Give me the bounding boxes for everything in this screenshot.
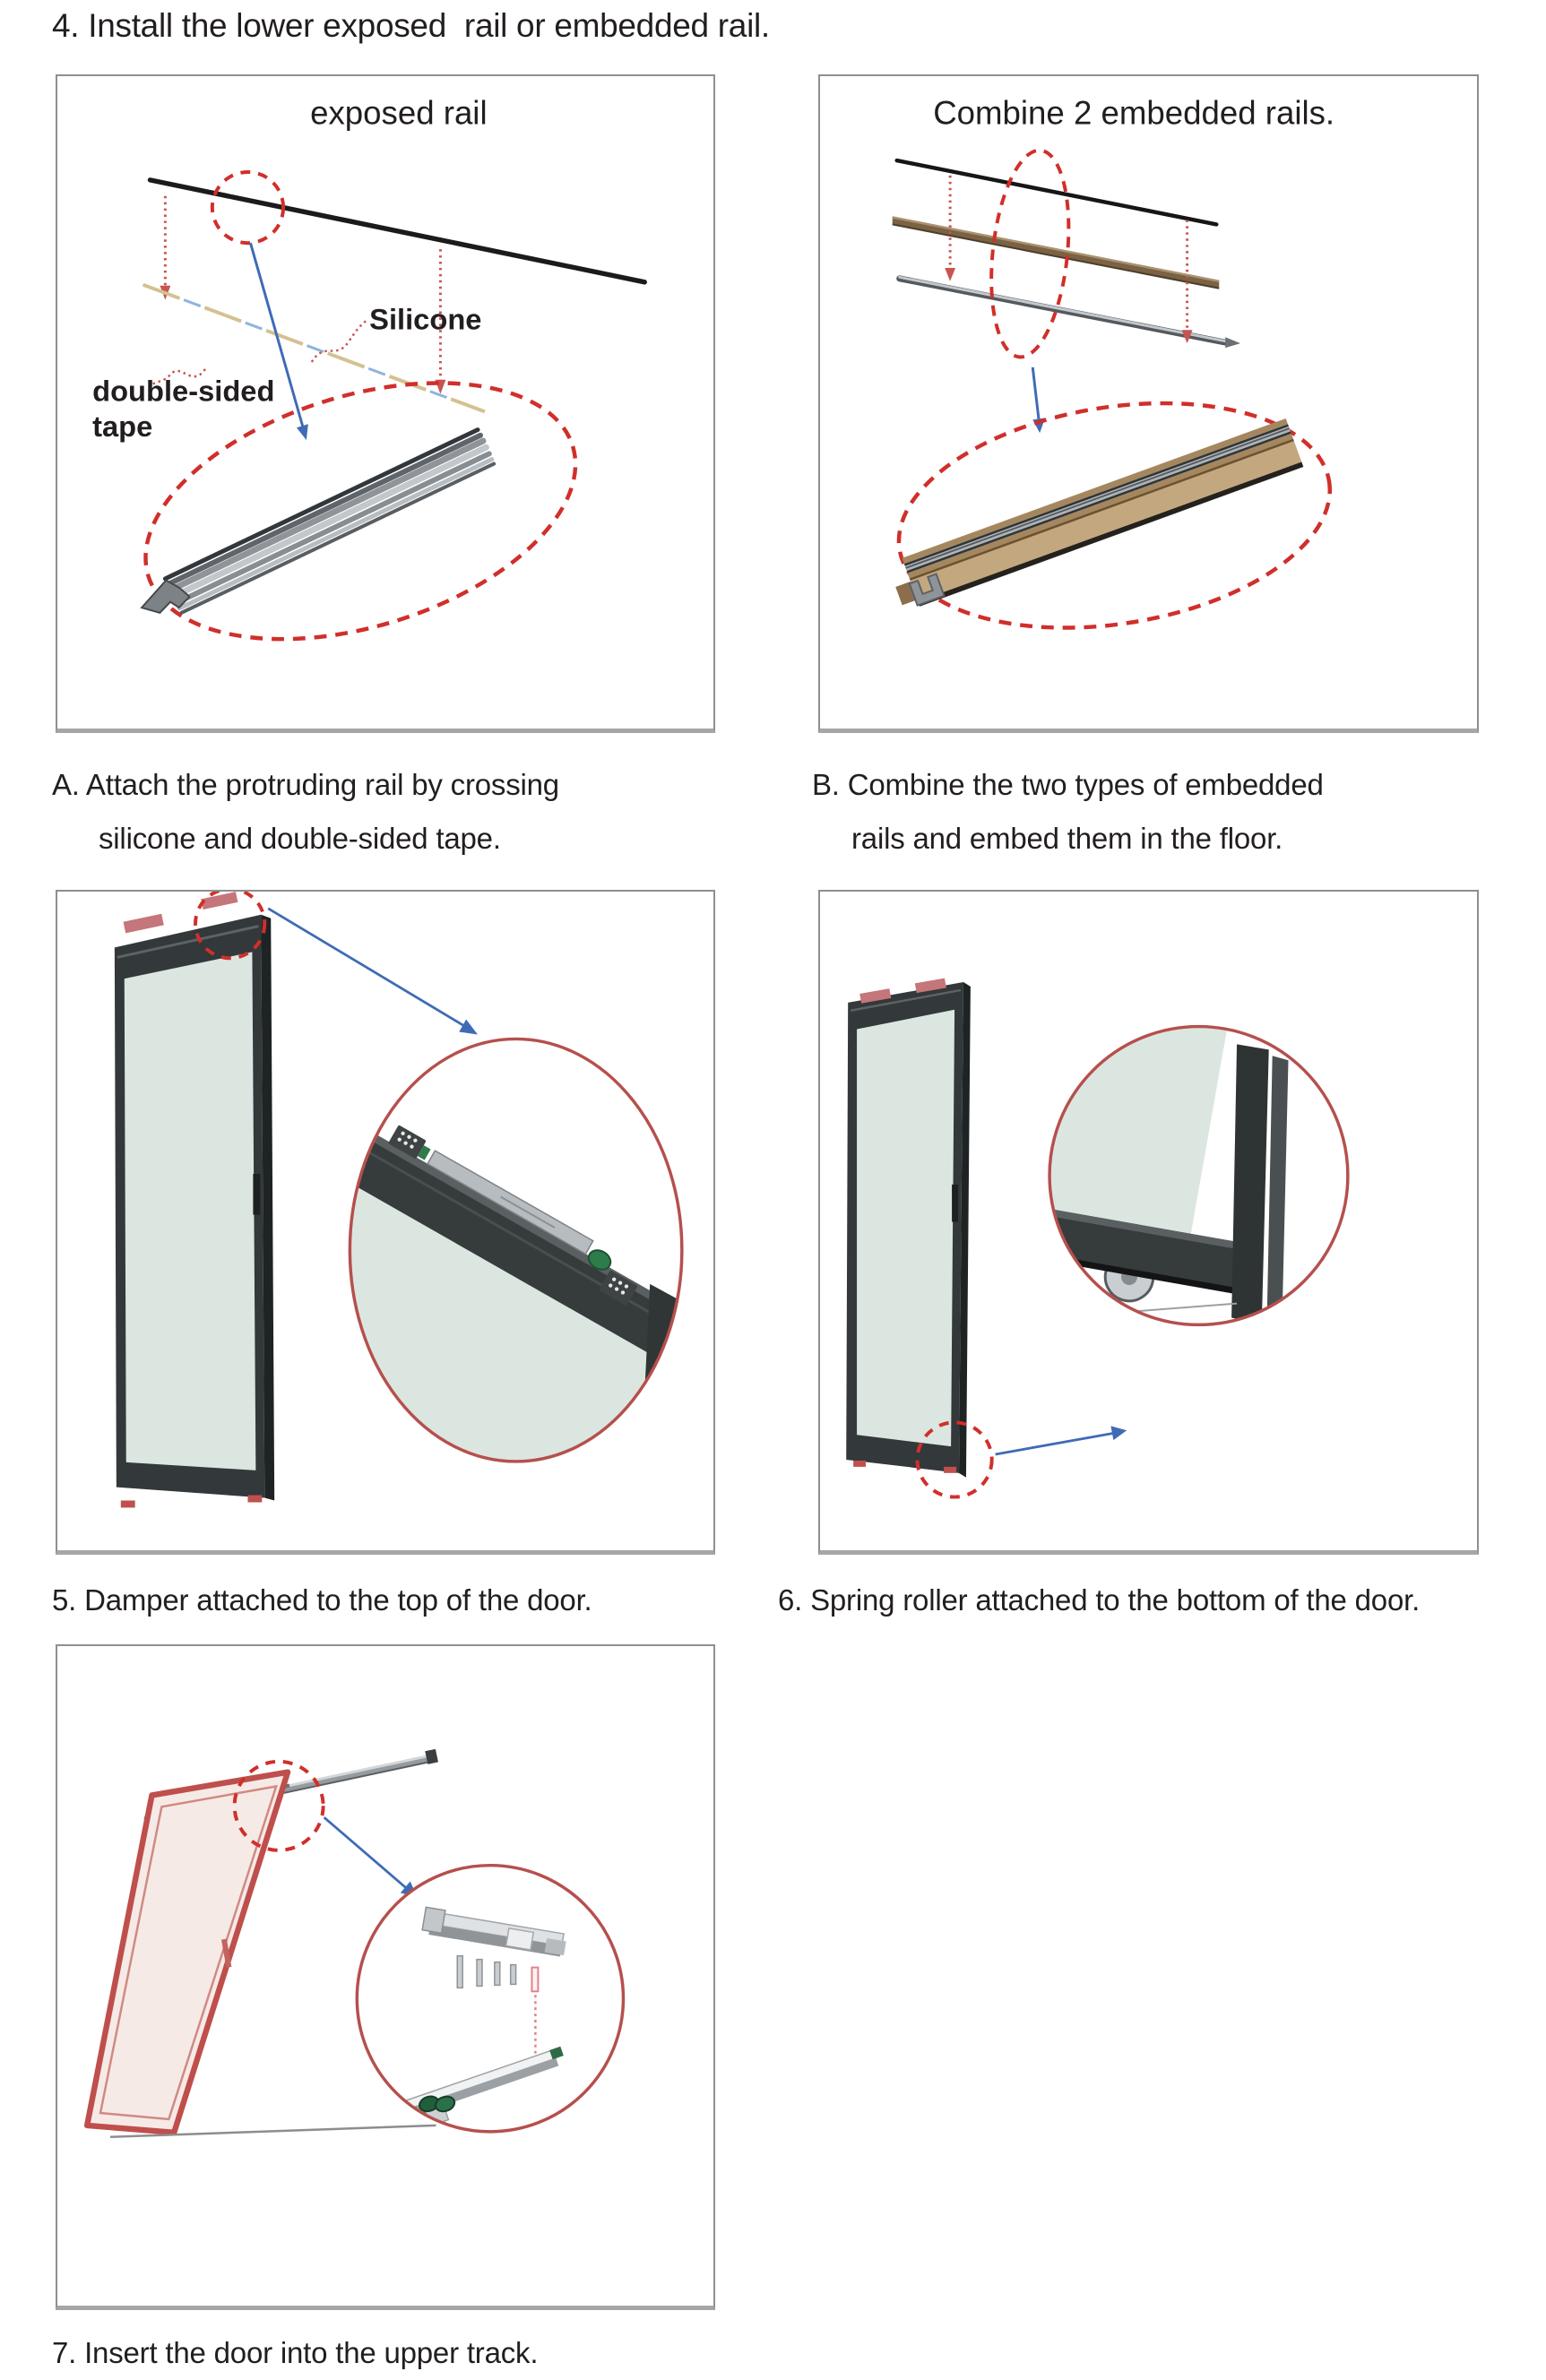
- exposed-rail-title: exposed rail: [310, 94, 488, 132]
- embedded-rails-title: Combine 2 embedded rails.: [933, 94, 1335, 132]
- door-foot-right: [247, 1496, 262, 1503]
- door-clip-left: [124, 914, 164, 934]
- page-title: 4. Install the lower exposed rail or embedded rail.: [52, 7, 770, 44]
- caption-b-line1: B. Combine the two types of embedded: [812, 768, 1324, 801]
- caption-step-5: 5. Damper attached to the top of the door.: [52, 1583, 592, 1617]
- door-handle: [952, 1185, 958, 1222]
- exposed-rail-profile: [134, 430, 494, 627]
- wall-edge-line: [151, 180, 645, 282]
- tape-label-line2: tape: [92, 410, 153, 444]
- caption-a-line2: silicone and double-sided tape.: [99, 822, 501, 855]
- panel-damper: [56, 890, 715, 1555]
- roller-detail-view: [963, 987, 1350, 1332]
- glass-door: [846, 979, 971, 1478]
- dotted-arrow-left: [160, 196, 170, 300]
- damper-illustration: [57, 892, 713, 1550]
- caption-a-line1: A. Attach the protruding rail by crossing: [52, 768, 559, 801]
- upper-track-illustration: [57, 1646, 713, 2306]
- highlighted-bolt: [531, 1968, 538, 1992]
- silicone-label: Silicone: [369, 302, 482, 336]
- panel-exposed-rail: [56, 74, 715, 733]
- detail-arrow-blue: [996, 1426, 1127, 1454]
- caption-step-7: 7. Insert the door into the upper track.: [52, 2336, 539, 2369]
- door-clip-right: [201, 892, 238, 910]
- caption-step-b: [812, 758, 1324, 866]
- tape-label-line1: double-sided: [92, 374, 275, 408]
- panel-upper-track: [56, 1644, 715, 2310]
- track-detail-view: [351, 1859, 631, 2139]
- spring-roller-illustration: [820, 892, 1477, 1550]
- caption-b-line2: rails and embed them in the floor.: [851, 822, 1283, 855]
- top-edge-line: [897, 160, 1217, 224]
- glass-door: [115, 892, 274, 1507]
- combined-embedded-rail: [887, 418, 1304, 612]
- caption-step-6: 6. Spring roller attached to the bottom of the door.: [778, 1583, 1421, 1617]
- detail-arrow-blue: [268, 909, 478, 1035]
- panel-embedded-rails: [818, 74, 1479, 733]
- exposed-rail-illustration: [57, 76, 713, 729]
- caption-step-a: [52, 758, 559, 866]
- door-foot-right: [944, 1467, 956, 1473]
- door-foot-left: [121, 1501, 135, 1508]
- detail-arrow-blue: [324, 1817, 418, 1897]
- door-handle: [253, 1174, 260, 1215]
- embedded-rails-illustration: [820, 76, 1477, 729]
- tilted-door: [87, 1772, 288, 2133]
- door-foot-left: [853, 1461, 866, 1467]
- wood-strip-rail: [893, 216, 1219, 288]
- panel-spring-roller: [818, 890, 1479, 1555]
